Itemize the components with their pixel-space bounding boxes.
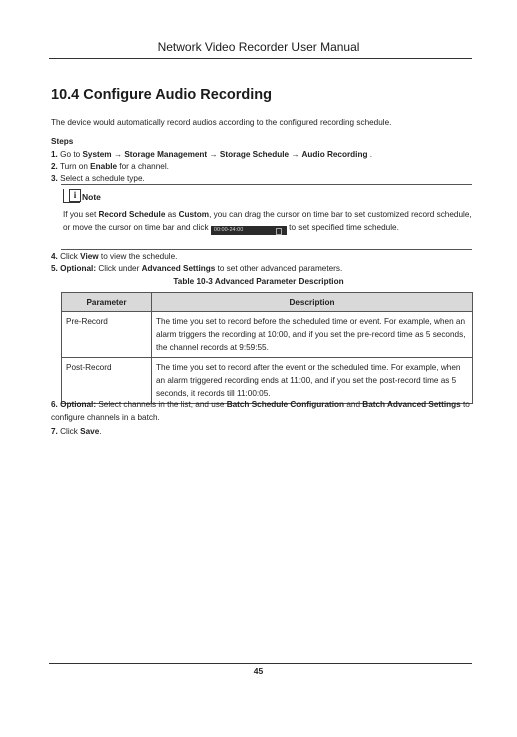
term-record-schedule: Record Schedule [98,210,166,219]
step-6: 6. Optional: Select channels in the list, and use Batch Schedule Configuration and Batch Advanced Settings to configure channels in a batch. [51,400,470,422]
step-3 [51,174,145,183]
step-text: Go to [60,150,83,159]
step-1 [51,150,372,159]
arrow-icon: → [111,150,125,159]
note-divider-top [61,184,472,185]
footer-divider [49,663,472,664]
step-7 [51,427,102,436]
info-note-icon: i [63,189,80,203]
term-view: View [80,252,99,261]
term-enable: Enable [90,162,118,171]
step-text: Click [60,252,81,261]
step-text: Select a schedule type. [60,174,145,183]
step-number: 1. [51,150,58,159]
step-text: Click under [96,264,142,273]
step-text: to set other advanced parameters. [215,264,343,273]
running-header: Network Video Recorder User Manual [157,40,360,54]
table-row [62,312,473,358]
term-batch-schedule-configuration: Batch Schedule Configuration [226,400,345,409]
arrow-icon: → [207,150,220,159]
section-title: 10.4 Configure Audio Recording [51,87,273,103]
column-header-description: Description [152,293,473,312]
table-row [62,358,473,404]
section-intro: The device would automatically record audios according to the configured recording schedule. [51,118,392,127]
term-advanced-settings: Advanced Settings [141,264,216,273]
step-number: 4. [51,252,58,261]
step-text: for a channel. [117,162,169,171]
step-number: 5. [51,264,58,273]
param-name: Post-Record [62,358,152,404]
parameter-table [61,292,473,404]
step-text: Turn on [59,162,91,171]
optional-label: Optional: [60,400,97,409]
note-body: If you set Record Schedule as Custom, you can drag the cursor on time bar to set customized record schedule, or move the cursor on time bar and click 00:00-24:00 to set specified time schedule. [63,210,472,233]
step-number: 6. [51,400,58,409]
page-number: 45 [253,666,264,676]
menu-system: System [82,150,112,159]
step-number: 3. [51,174,58,183]
arrow-icon: → [289,150,302,159]
step-text: . [367,150,373,159]
menu-storage-schedule: Storage Schedule [219,150,290,159]
header-divider [49,58,472,59]
term-custom: Custom [178,210,210,219]
note-divider-bottom [61,249,472,250]
step-text: Click [60,427,81,436]
param-name: Pre-Record [62,312,152,358]
menu-storage-management: Storage Management [124,150,208,159]
step-number: 7. [51,427,58,436]
param-description: The time you set to record after the event or the scheduled time. For example, when an alarm triggered recording ends at 11:00, and if you set the post-record time as 5 seconds, it records till 11:00:05. [152,358,473,404]
note-label: Note [82,192,101,202]
column-header-parameter: Parameter [62,293,152,312]
menu-audio-recording: Audio Recording [301,150,368,159]
step-text: to view the schedule. [98,252,178,261]
steps-heading: Steps [51,137,74,146]
table-header-row [62,293,473,312]
table-caption: Table 10-3 Advanced Parameter Description [173,277,344,286]
step-number: 2. [51,162,58,171]
param-description: The time you set to record before the scheduled time or event. For example, when an alarm triggers the recording at 10:00, and if you set the pre-record time as 5 seconds, the channel records at 9:59:55. [152,312,473,358]
step-2 [51,162,169,171]
step-4 [51,252,177,261]
step-text: . [99,427,102,436]
step-5 [51,264,342,273]
time-bar-icon: 00:00-24:00 [211,226,287,235]
term-batch-advanced-settings: Batch Advanced Settings [362,400,461,409]
term-save: Save [80,427,100,436]
optional-label: Optional: [60,264,97,273]
